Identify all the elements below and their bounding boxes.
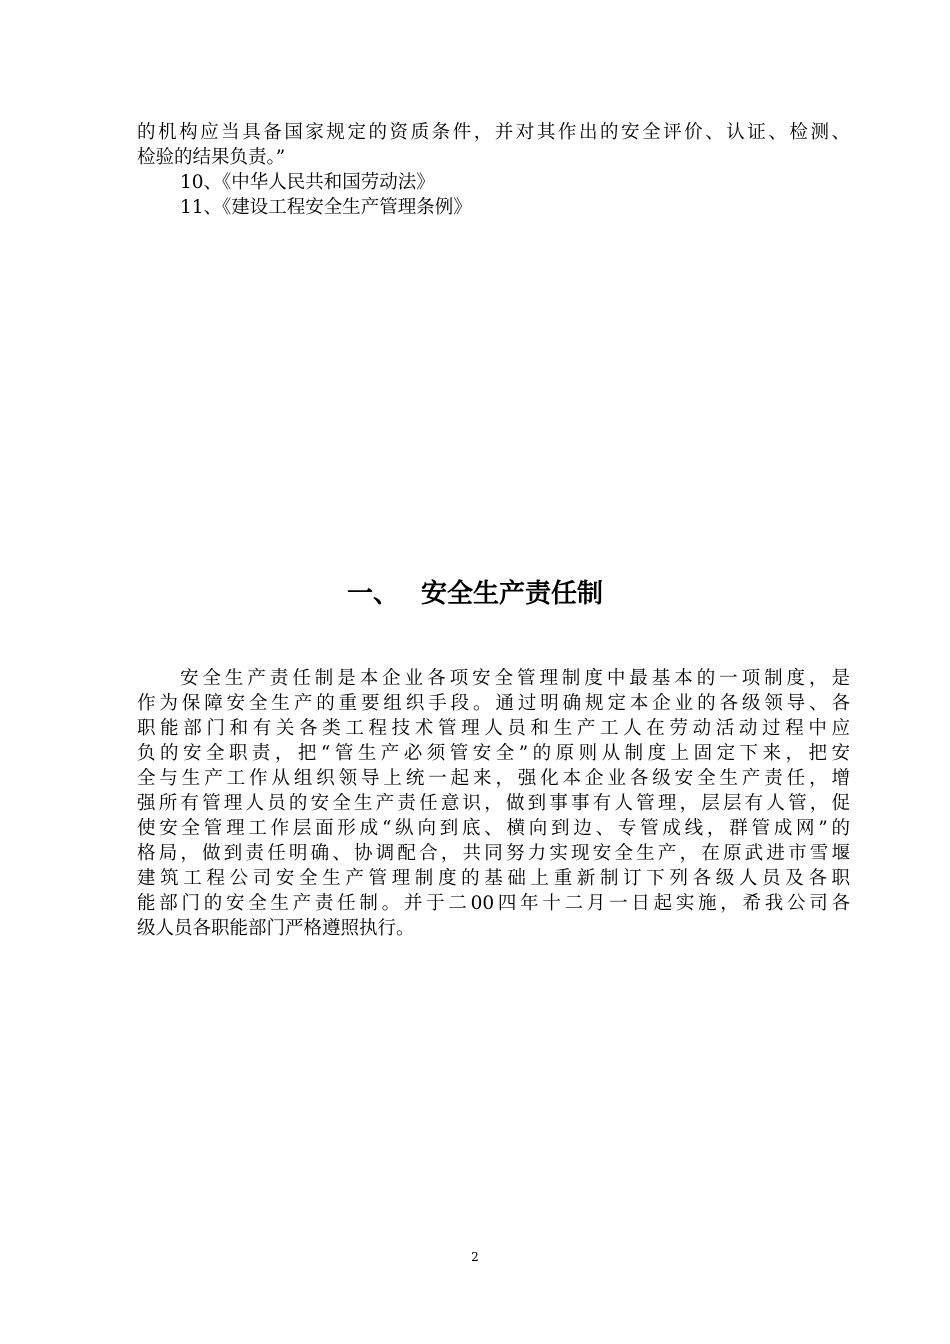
page-number: 2 [471, 1250, 479, 1264]
paragraph-line: 职能部门和有关各类工程技术管理人员和生产工人在劳动活动过程中应 [137, 718, 850, 739]
paragraph-line: 安全生产责任制是本企业各项安全管理制度中最基本的一项制度，是 [180, 668, 850, 689]
section-title: 安全生产责任制 [421, 579, 604, 609]
paragraph-line: 作为保障安全生产的重要组织手段。通过明确规定本企业的各级领导、各 [137, 693, 850, 714]
body-paragraph [137, 666, 850, 941]
text-line: 的机构应当具备国家规定的资质条件，并对其作出的安全评价、认证、检测、 [137, 122, 850, 143]
law-list-item: 10、《中华人民共和国劳动法》 [180, 172, 435, 193]
law-list-item: 11、《建设工程安全生产管理条例》 [180, 197, 472, 218]
paragraph-line: 建筑工程公司安全生产管理制度的基础上重新制订下列各级人员及各职 [137, 868, 850, 889]
paragraph-line: 使安全管理工作层面形成“纵向到底、横向到边、专管成线，群管成网”的 [137, 818, 850, 839]
paragraph-line: 能部门的安全生产责任制。并于二00四年十二月一日起实施，希我公司各 [137, 893, 850, 914]
paragraph-line: 级人员各职能部门严格遵照执行。 [137, 918, 415, 939]
paragraph-line: 负的安全职责，把“管生产必须管安全”的原则从制度上固定下来，把安 [137, 743, 850, 764]
text-line: 检验的结果负责。” [137, 147, 286, 168]
paragraph-line: 强所有管理人员的安全生产责任意识，做到事事有人管理，层层有人管，促 [137, 793, 850, 814]
continued-legal-text [137, 120, 850, 220]
paragraph-line: 全与生产工作从组织领导上统一起来，强化本企业各级安全生产责任，增 [137, 768, 850, 789]
paragraph-line: 格局，做到责任明确、协调配合，共同努力实现安全生产，在原武进市雪堰 [137, 843, 850, 864]
section-heading [0, 576, 950, 612]
section-number: 一、 [346, 579, 399, 609]
